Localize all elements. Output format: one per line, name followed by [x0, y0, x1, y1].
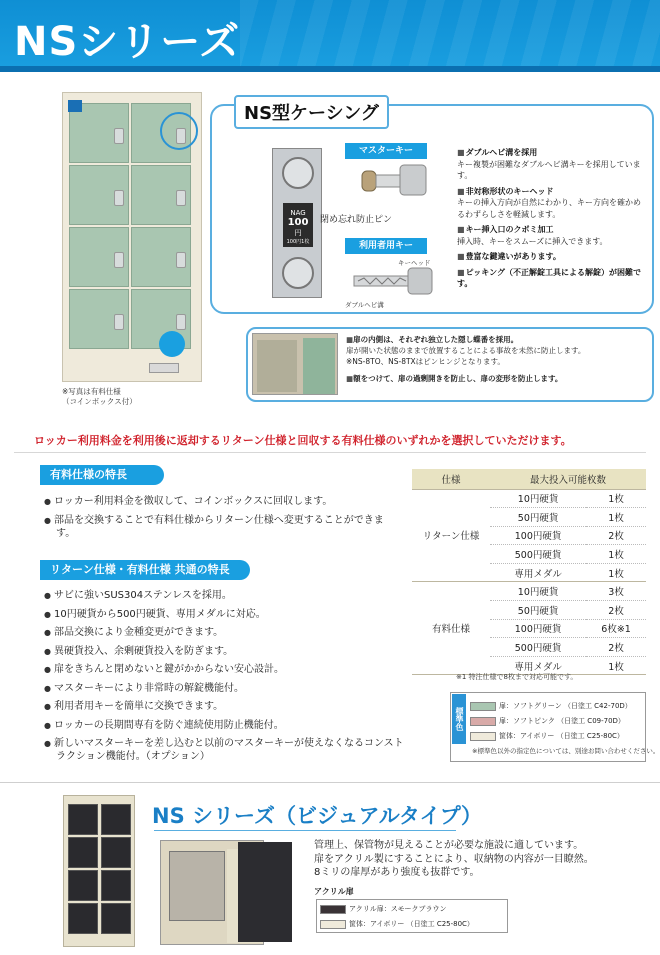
locker-door: [131, 227, 191, 287]
visual-type-title: NS シリーズ（ビジュアルタイプ）: [152, 804, 483, 828]
list-item: ● 扉をきちんと閉めないと鍵がかからない安心設計。: [44, 663, 404, 676]
photo-caption-line: （コインボックス付）: [62, 397, 137, 406]
acrylic-door: [68, 804, 98, 835]
plate-value: 100: [287, 217, 309, 228]
color-row: [320, 903, 506, 915]
color-row: [320, 918, 506, 930]
paid-section-heading: 有料仕様の特長: [40, 465, 164, 485]
lock-cylinder-illustration: [272, 148, 322, 298]
acrylic-title: アクリル扉: [314, 887, 354, 896]
divider: [14, 452, 646, 453]
plate-unit: 円: [294, 229, 302, 237]
photo-caption: [62, 387, 137, 407]
visual-description: [314, 839, 654, 880]
color-row: [470, 715, 646, 727]
feature-body: キー複製が困難なダブルヘビ溝キーを採用しています。: [457, 159, 641, 180]
locker-door: [131, 165, 191, 225]
master-key-label: マスターキー: [345, 143, 427, 159]
master-key-icon: [360, 163, 430, 197]
locker-column-right: [101, 804, 131, 934]
page-title: NSシリーズ: [14, 19, 241, 65]
title-underline: [154, 830, 456, 831]
coin-cell: 専用メダル: [490, 563, 586, 582]
green-swatch: [470, 702, 496, 711]
coin-cell: 50円硬貨: [490, 508, 586, 527]
group-cell: 有料仕様: [412, 582, 490, 675]
color-label: アクリル扉：スモークブラウン: [349, 905, 447, 913]
coin-plate: [283, 203, 313, 247]
color-label: 筐体：アイボリー （日塗工 C25-80C）: [499, 732, 624, 740]
feature-heading: ■ キー挿入口のクボミ加工: [457, 224, 647, 236]
color-label: 扉：ソフトグリーン （日塗工 C42-70D）: [499, 702, 632, 710]
zoom-highlight-dot: [159, 331, 185, 357]
hinge-note: ※NS-8TO、NS-8TXはピンヒンジとなります。: [346, 357, 505, 366]
list-item: ● ロッカーの長期間専有を防ぐ連続使用防止機能付。: [44, 719, 404, 732]
description-line: 8ミリの扉厚があり強度も抜群です。: [314, 867, 480, 878]
color-row: [470, 730, 646, 742]
coin-cell: 500円硬貨: [490, 638, 586, 657]
count-cell: 6枚※1: [586, 619, 646, 638]
stopper-heading: ■ 額をつけて、扉の過剰開きを防止し、扉の変形を防止します。: [346, 373, 646, 384]
list-item: ● サビに強いSUS304ステンレスを採用。: [44, 589, 404, 602]
table-row: [412, 489, 646, 508]
locker-interior: [257, 340, 297, 392]
table-header-row: [412, 469, 646, 489]
color-note: ※標準色以外の指定色については、別途お問い合わせください。: [472, 747, 660, 755]
casing-title: NS型ケーシング: [234, 95, 389, 129]
count-cell: 2枚: [586, 601, 646, 620]
paid-features-list: [44, 495, 394, 545]
common-section-heading: リターン仕様・有料仕様 共通の特長: [40, 560, 250, 580]
list-item: ● 10円硬貨から500円硬貨、専用メダルに対応。: [44, 608, 404, 621]
key-head-note: キーヘッド: [398, 259, 431, 267]
ivory-swatch: [470, 732, 496, 741]
header-banner: [0, 0, 660, 72]
photo-caption-line: ※写真は有料仕様: [62, 387, 121, 396]
column-header: 仕様: [412, 469, 490, 489]
feature-heading: ■ 豊富な鍵違いがあります。: [457, 251, 647, 263]
count-cell: 2枚: [586, 638, 646, 657]
count-cell: 1枚: [586, 508, 646, 527]
color-row: [470, 700, 646, 712]
door-hinge-photo: [252, 333, 338, 395]
user-cylinder-icon: [282, 257, 314, 289]
color-label: 扉：ソフトピンク （日塗工 C09-70D）: [499, 717, 625, 725]
brand-logo-icon: [68, 100, 82, 112]
open-acrylic-door: [169, 851, 225, 921]
table-row: [412, 582, 646, 601]
list-item: ● 部品交換により金種変更ができます。: [44, 626, 404, 639]
acrylic-door: [68, 903, 98, 934]
header-stripes: [240, 0, 660, 66]
hinge-heading: ■ 扉の内側は、それぞれ独立した隠し蝶番を採用。: [346, 334, 646, 345]
locker-door: [69, 289, 129, 349]
group-cell: リターン仕様: [412, 489, 490, 582]
count-cell: 1枚: [586, 563, 646, 582]
color-label: 筐体：アイボリー （日塗工 C25-80C）: [349, 920, 474, 928]
count-cell: 1枚: [586, 545, 646, 564]
locker-column-left: [68, 804, 98, 934]
coin-cell: 50円硬貨: [490, 601, 586, 620]
acrylic-door: [101, 903, 131, 934]
count-cell: 3枚: [586, 582, 646, 601]
feature-heading: ■ ピッキング（不正解錠工具による解錠）が困難です。: [457, 267, 647, 290]
plate-brand: NAG: [290, 209, 306, 217]
coin-cell: 専用メダル: [490, 656, 586, 675]
count-cell: 2枚: [586, 526, 646, 545]
spec-choice-banner: ロッカー利用料金を利用後に返却するリターン仕様と回収する有料仕様のいずれかを選択していただけます。: [34, 434, 572, 447]
feature-body: キーの挿入方向が自然にわかり、キー方向を確かめるわずらしさを軽減します。: [457, 198, 641, 219]
list-item: ● 利用者用キーを簡単に交換できます。: [44, 700, 404, 713]
hinge-body: 扉が開いた状態のままで放置することによる事故を未然に防止します。: [346, 346, 586, 355]
locker-door: [69, 227, 129, 287]
feature-heading: ■ ダブルヘビ溝を採用: [457, 147, 647, 159]
coin-cell: 10円硬貨: [490, 489, 586, 508]
plate-note: 100円1枚: [286, 239, 310, 245]
smoke-brown-swatch: [320, 905, 346, 914]
column-header: 最大投入可能枚数: [490, 469, 646, 489]
acrylic-door: [101, 804, 131, 835]
pink-swatch: [470, 717, 496, 726]
locker-door: [69, 103, 129, 163]
visual-locker-illustration: [63, 795, 135, 947]
locker-column-left: [69, 103, 129, 361]
ivory-swatch: [320, 920, 346, 929]
feature-body: 挿入時、キーをスムーズに挿入できます。: [457, 236, 608, 246]
door-hinge-text: [346, 334, 646, 384]
acrylic-door: [101, 870, 131, 901]
coin-cell: 100円硬貨: [490, 619, 586, 638]
count-cell: 1枚: [586, 656, 646, 675]
description-line: 管理上、保管物が見えることが必要な施設に適しています。: [314, 840, 584, 851]
description-line: 扉をアクリル製にすることにより、収納物の内容が一目瞭然。: [314, 853, 594, 865]
user-key-icon: [352, 266, 434, 298]
coin-spec-table: [412, 469, 646, 675]
feature-heading: ■ 非対称形状のキーヘッド: [457, 186, 647, 198]
acrylic-door: [68, 870, 98, 901]
acrylic-door: [101, 837, 131, 868]
coin-cell: 500円硬貨: [490, 545, 586, 564]
count-cell: 1枚: [586, 489, 646, 508]
divider: [0, 782, 660, 783]
list-item: ● ロッカー利用料金を徴収して、コインボックスに回収します。: [44, 495, 394, 508]
master-cylinder-icon: [282, 157, 314, 189]
list-item: ● 部品を交換することで有料仕様からリターン仕様へ変更することができます。: [44, 514, 394, 540]
key-features: [457, 147, 647, 290]
zoom-highlight-circle: [160, 112, 198, 150]
coin-box: [149, 363, 179, 373]
user-key-label: 利用者用キー: [345, 238, 427, 254]
double-groove-note: ダブルヘビ溝: [345, 301, 384, 309]
coin-cell: 100円硬貨: [490, 526, 586, 545]
visual-locker-photo: [238, 842, 292, 942]
standard-color-tag: 標準色: [452, 694, 466, 744]
pin-note: 閉め忘れ防止ピン: [320, 215, 393, 225]
list-item: ● マスターキーにより非常時の解錠機能付。: [44, 682, 404, 695]
common-features-list: [44, 589, 404, 769]
open-door: [303, 338, 335, 394]
table-footnote: ※1 特注仕様で8枚まで対応可能です。: [456, 673, 578, 681]
acrylic-door: [68, 837, 98, 868]
coin-cell: 10円硬貨: [490, 582, 586, 601]
locker-door: [69, 165, 129, 225]
list-item: ● 新しいマスターキーを差し込むと以前のマスターキーが使えなくなるコンストラクション機能付。（オプション）: [44, 737, 404, 763]
list-item: ● 異硬貨投入、余剰硬貨投入を防ぎます。: [44, 645, 404, 658]
